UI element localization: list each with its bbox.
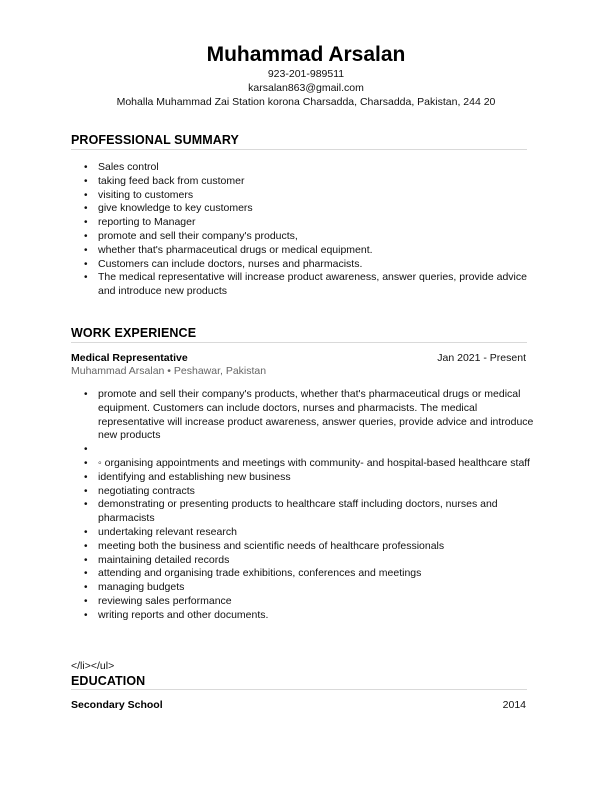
bullet-item: • whether that's pharmaceutical drugs or medical equipment. (71, 244, 541, 258)
bullet-item: • promote and sell their company's products, (71, 230, 541, 244)
bullet-item: • The medical representative will increase product awareness, answer queries, provide advice and introduce new products (71, 271, 541, 299)
bullet-item: • ◦ organising appointments and meetings with community- and hospital-based healthcare staff (71, 457, 539, 471)
experience-list (71, 388, 539, 623)
candidate-name: Muhammad Arsalan (206, 43, 406, 66)
bullet-item: • visiting to customers (71, 189, 541, 203)
bullet-item: • managing budgets (71, 581, 539, 595)
bullet-item: • meeting both the business and scientific needs of healthcare professionals (71, 540, 539, 554)
bullet-item: • Customers can include doctors, nurses and pharmacists. (71, 258, 541, 272)
bullet-item: • reporting to Manager (71, 216, 541, 230)
bullet-item: • promote and sell their company's products, whether that's pharmaceutical drugs or medical equipment. Customers can include doctors, nurses and pharmacists. The medical representative will increase product awareness, answer queries, provide advice and introduce new products (71, 388, 539, 443)
summary-divider (71, 149, 527, 150)
bullet-item: • identifying and establishing new business (71, 471, 539, 485)
job-dates: Jan 2021 - Present (437, 352, 526, 364)
stray-markup-text: </li></ul> (71, 660, 115, 672)
bullet-item: • negotiating contracts (71, 485, 539, 499)
bullet-item: • demonstrating or presenting products to healthcare staff including doctors, nurses and pharmacists (71, 498, 539, 526)
bullet-item: • attending and organising trade exhibitions, conferences and meetings (71, 567, 539, 581)
job-title: Medical Representative (71, 352, 188, 364)
experience-heading: WORK EXPERIENCE (71, 326, 197, 340)
summary-list (71, 161, 541, 299)
summary-heading: PROFESSIONAL SUMMARY (71, 133, 239, 147)
bullet-item: • give knowledge to key customers (71, 202, 541, 216)
bullet-item: • undertaking relevant research (71, 526, 539, 540)
email-address: karsalan863@gmail.com (248, 82, 364, 94)
education-divider (71, 689, 527, 690)
bullet-item (71, 443, 539, 457)
bullet-item: • writing reports and other documents. (71, 609, 539, 623)
bullet-item: • taking feed back from customer (71, 175, 541, 189)
school-name: Secondary School (71, 699, 163, 711)
bullet-item: • Sales control (71, 161, 541, 175)
employer-location: Muhammad Arsalan • Peshawar, Pakistan (71, 365, 267, 377)
bullet-item: • reviewing sales performance (71, 595, 539, 609)
experience-divider (71, 342, 527, 343)
education-heading: EDUCATION (71, 674, 146, 688)
phone-number: 923-201-989511 (267, 68, 345, 80)
bullet-item: • maintaining detailed records (71, 554, 539, 568)
graduation-year: 2014 (502, 699, 526, 711)
postal-address: Mohalla Muhammad Zai Station korona Charsadda, Charsadda, Pakistan, 244 20 (116, 96, 496, 108)
